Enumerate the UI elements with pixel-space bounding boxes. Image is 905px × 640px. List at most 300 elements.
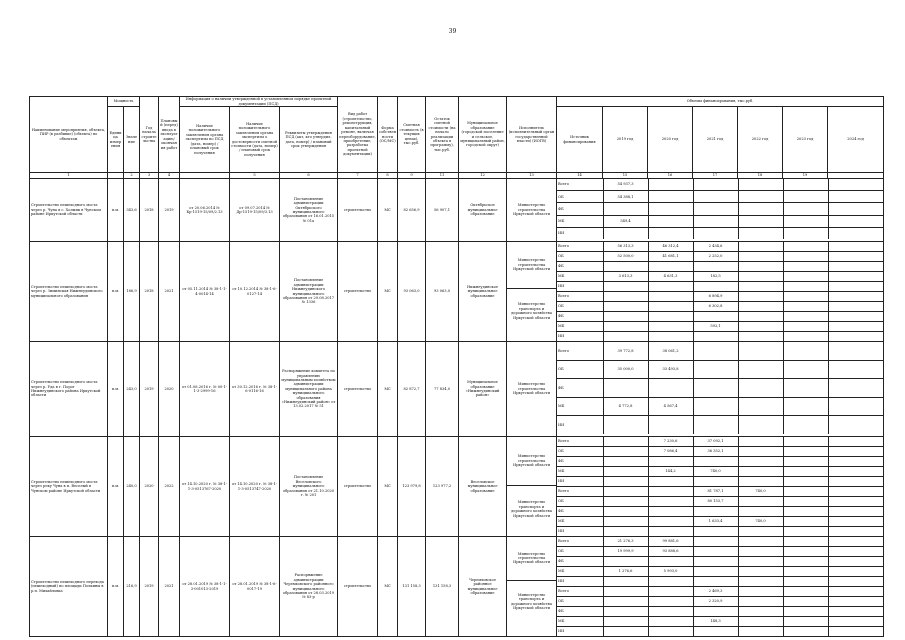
funding-source: Всего xyxy=(557,487,603,497)
funding-amount xyxy=(648,292,693,302)
funding-amount xyxy=(693,179,738,191)
object-name: Строительство пешеходного перехода (пешеходный) по площади Полкины в р.п. Михайловка xyxy=(30,537,108,637)
funding-amount xyxy=(693,577,738,587)
funding-line xyxy=(557,416,884,434)
funding-amount xyxy=(828,487,884,497)
funding-line xyxy=(557,272,884,282)
executor-ministry: Министерство строительства Иркутской области xyxy=(507,537,556,581)
funding-amount xyxy=(693,457,738,467)
funding-amount xyxy=(738,567,783,577)
header-capacity: Мощность xyxy=(108,97,140,107)
funding-amount xyxy=(603,302,648,312)
funding-source: Всего xyxy=(557,437,603,447)
funding-amount xyxy=(648,557,693,567)
executor-list xyxy=(507,537,556,623)
funding-source: ИИ xyxy=(557,577,603,587)
header-approval: Реквизиты утверждения ПСД (акт, кто утвердил, дата, номер) / плановый срок утверждения xyxy=(280,107,338,173)
funding-amount xyxy=(693,342,738,360)
funding-line xyxy=(557,627,884,637)
funding-amount xyxy=(783,587,828,597)
funding-amount xyxy=(738,360,783,379)
header-year-end: Плановый (перед) ввода в эксплуатацию/окончания работ xyxy=(159,97,180,173)
funding-amount xyxy=(603,203,648,215)
funding-amount: 2 434,6 xyxy=(693,242,738,252)
funding-line xyxy=(557,527,884,537)
funding-amount xyxy=(693,332,738,342)
funding-amount xyxy=(828,587,884,597)
funding-amount xyxy=(738,587,783,597)
funding-source: ИИ xyxy=(557,332,603,342)
funding-amount: 144,2 xyxy=(648,467,693,477)
funding-amount xyxy=(828,467,884,477)
expertise-cost: от 10.12.2014 № 38-1-6-0127-14 xyxy=(230,242,280,342)
header-year-start: Год начала строительства xyxy=(140,97,159,173)
year-end: 2019 xyxy=(159,179,180,242)
funding-amount: 1 276,6 xyxy=(603,567,648,577)
funding-amount xyxy=(828,332,884,342)
estimate-cost: 82 872,7 xyxy=(398,342,426,437)
funding-amount xyxy=(738,332,783,342)
work-type: строительство xyxy=(338,437,378,537)
funding-amount xyxy=(783,447,828,457)
funding-amount: 7 086,4 xyxy=(648,447,693,457)
funding-line xyxy=(557,322,884,332)
funding-line xyxy=(557,360,884,379)
funding-source: Всего xyxy=(557,242,603,252)
funding-line xyxy=(557,302,884,312)
funding-amount xyxy=(828,607,884,617)
funding-amount xyxy=(828,272,884,282)
funding-amount xyxy=(603,227,648,239)
ownership: МС xyxy=(378,242,398,342)
header-year-2023: 2023 год xyxy=(783,107,828,173)
funding-amount xyxy=(828,342,884,360)
funding-amount xyxy=(603,332,648,342)
funding-amount xyxy=(783,467,828,477)
funding-amount xyxy=(828,457,884,467)
funding-amount xyxy=(693,191,738,203)
funding-line xyxy=(557,567,884,577)
header-unit: Единица измерения xyxy=(108,107,124,173)
column-number: 12 xyxy=(459,173,507,179)
funding-source: Всего xyxy=(557,179,603,191)
funding-amount xyxy=(603,577,648,587)
funding-amount xyxy=(693,312,738,322)
expertise-state: от 01.08.2016 г. № 00-1-1-3-2999-16 xyxy=(180,342,230,437)
funding-source: ФБ xyxy=(557,262,603,272)
funding-amount: 549,4 xyxy=(603,215,648,227)
funding-amount: 148,3 xyxy=(693,617,738,627)
funding-amount xyxy=(738,282,783,292)
estimate-cost: 93 063,0 xyxy=(398,242,426,342)
funding-source: ФБ xyxy=(557,557,603,567)
column-number: 14 xyxy=(557,173,603,179)
funding-amount xyxy=(603,507,648,517)
funding-amount xyxy=(828,397,884,416)
column-number: 15 xyxy=(603,173,648,179)
funding-line xyxy=(557,312,884,322)
funding-line xyxy=(557,537,884,547)
executor-list xyxy=(507,437,556,533)
year-end: 2020 xyxy=(159,342,180,437)
funding-line xyxy=(557,227,884,239)
funding-amount: 56 313,3 xyxy=(603,242,648,252)
header-expertise-cost: Наличие положительного заключения органа экспертизы о достоверности сметной стоимости (дата, номер) / плановый срок получения xyxy=(230,107,280,173)
remaining-cost: 56 907,1 xyxy=(426,179,459,242)
header-work-type: Вид работ (строительство, реконструкция, капитальный ремонт, включая переоборудование, приобретение, разработка проектной документации) xyxy=(338,97,378,173)
funding-line xyxy=(557,607,884,617)
funding-amount xyxy=(648,322,693,332)
funding-line xyxy=(557,262,884,272)
capacity-value: 343,6 xyxy=(124,179,140,242)
funding-amount xyxy=(783,215,828,227)
funding-amount: 740,0 xyxy=(738,487,783,497)
funding-amount xyxy=(693,262,738,272)
funding-amount xyxy=(603,282,648,292)
table-row xyxy=(30,179,884,242)
funding-amount: 33 493,8 xyxy=(648,360,693,379)
funding-amount xyxy=(738,302,783,312)
funding-amount xyxy=(603,597,648,607)
funding-line xyxy=(557,497,884,507)
header-estimate: Сметная стоимость (в текущих ценах), тыс.руб. xyxy=(398,97,426,173)
funding-amount xyxy=(648,577,693,587)
municipality: Черемховское районное муниципальное образование xyxy=(459,537,507,637)
funding-amount xyxy=(603,587,648,597)
funding-amount xyxy=(648,379,693,398)
funding-amount xyxy=(738,537,783,547)
funding-amount xyxy=(648,627,693,637)
funding-amount xyxy=(603,617,648,627)
year-start: 2018 xyxy=(140,242,159,342)
funding-amount xyxy=(783,457,828,467)
ownership: МС xyxy=(378,437,398,537)
funding-amount xyxy=(783,477,828,487)
funding-line xyxy=(557,342,884,360)
work-type: строительство xyxy=(338,342,378,437)
expertise-state: от 28.01.2019 № 38-1-1-3-001013-2019 xyxy=(180,537,230,637)
funding-amount xyxy=(738,467,783,477)
header-source: Источник финансирования xyxy=(557,107,603,173)
funding-amount xyxy=(828,252,884,262)
capacity-value: 240,0 xyxy=(124,437,140,537)
funding-amount xyxy=(828,537,884,547)
funding-amount xyxy=(783,517,828,527)
funding-amount: 592,1 xyxy=(693,322,738,332)
funding-source: МБ xyxy=(557,322,603,332)
year-end: 2022 xyxy=(159,437,180,537)
funding-amount xyxy=(738,191,783,203)
object-name: Строительство пешеходного моста через р. Чуна в с. Холмик в Чунском районе Иркутской области xyxy=(30,179,108,242)
funding-amount xyxy=(738,457,783,467)
year-start: 2020 xyxy=(140,437,159,537)
funding-amount xyxy=(783,227,828,239)
funding-amount xyxy=(738,437,783,447)
funding-amount xyxy=(648,477,693,487)
funding-amount xyxy=(828,517,884,527)
expertise-cost: от 30.12.2016 г. № 38-1-6-0116-16 xyxy=(230,342,280,437)
funding-amount xyxy=(783,191,828,203)
funding-amount xyxy=(648,262,693,272)
funding-amount xyxy=(828,627,884,637)
funding-amount xyxy=(738,627,783,637)
funding-amount xyxy=(783,577,828,587)
header-municipality: Муниципальное образование (городской поселение и сельское, муниципальный район, городской округ) xyxy=(459,97,507,173)
funding-amount xyxy=(783,332,828,342)
funding-amount xyxy=(693,282,738,292)
funding-source: МБ xyxy=(557,467,603,477)
estimate-cost: 131 158,3 xyxy=(398,537,426,637)
funding-amount: 182,5 xyxy=(693,272,738,282)
funding-amount xyxy=(738,379,783,398)
funding-amount xyxy=(603,607,648,617)
funding-subtable xyxy=(557,537,884,636)
funding-amount xyxy=(828,282,884,292)
funding-line xyxy=(557,587,884,597)
funding-amount xyxy=(828,416,884,434)
work-type: строительство xyxy=(338,537,378,637)
funding-amount xyxy=(603,627,648,637)
funding-amount xyxy=(603,416,648,434)
executor-ministry: Министерство строительства Иркутской области xyxy=(507,242,556,289)
funding-amount xyxy=(828,292,884,302)
funding-amount xyxy=(738,215,783,227)
funding-line xyxy=(557,617,884,627)
funding-amount xyxy=(783,360,828,379)
funding-amount xyxy=(648,191,693,203)
funding-amount xyxy=(648,497,693,507)
funding-source: ОБ xyxy=(557,597,603,607)
funding-source: ОБ xyxy=(557,447,603,457)
funding-amount xyxy=(828,577,884,587)
funding-line xyxy=(557,447,884,457)
executor-list xyxy=(507,342,556,436)
funding-source: МБ xyxy=(557,215,603,227)
capacity-unit: п.м. xyxy=(108,179,124,242)
work-type: строительство xyxy=(338,242,378,342)
column-number: 11 xyxy=(426,173,459,179)
header-ownership: Форма собственности (ОС/МС) xyxy=(378,97,398,173)
year-end: 2021 xyxy=(159,537,180,637)
funding-source: ОБ xyxy=(557,547,603,557)
funding-amount xyxy=(738,547,783,557)
funding-amount xyxy=(828,547,884,557)
funding-source: ОБ xyxy=(557,497,603,507)
funding-line xyxy=(557,437,884,447)
funding-amount xyxy=(693,215,738,227)
funding-amount xyxy=(603,497,648,507)
funding-source: ОБ xyxy=(557,302,603,312)
funding-line xyxy=(557,215,884,227)
funding-amount: 54 937,3 xyxy=(603,179,648,191)
funding-amount xyxy=(648,517,693,527)
funding-amount xyxy=(828,497,884,507)
funding-amount xyxy=(648,179,693,191)
funding-source: Всего xyxy=(557,292,603,302)
funding-amount xyxy=(783,617,828,627)
approval-details: Распоряжение администрации Черемховского районного муниципального образования от 28.03.2019 № 83-р xyxy=(280,537,338,637)
funding-amount xyxy=(783,292,828,302)
capacity-unit: п.м. xyxy=(108,342,124,437)
remaining-cost: 123 977,2 xyxy=(426,437,459,537)
executor-list xyxy=(507,242,556,334)
funding-amount xyxy=(828,507,884,517)
financing-table xyxy=(29,96,884,637)
funding-amount xyxy=(603,447,648,457)
expertise-state: от 05.11.2014 № 38-1-1-4-0014-14 xyxy=(180,242,230,342)
funding-amount xyxy=(603,312,648,322)
funding-source: ОБ xyxy=(557,191,603,203)
funding-amount: 80 153,7 xyxy=(693,497,738,507)
funding-amount xyxy=(738,416,783,434)
header-year-2020: 2020 год xyxy=(648,107,693,173)
executor-ministry: Министерство транспорта и дорожного хозяйства Иркутской области xyxy=(511,592,552,611)
funding-amount xyxy=(648,215,693,227)
executor-cell xyxy=(507,179,557,242)
object-name: Строительство пешеходного моста через р. Зиминская Нижнеудинского муниципального образования xyxy=(30,242,108,342)
funding-amount xyxy=(693,227,738,239)
executor-ministry: Министерство строительства Иркутской области xyxy=(513,382,550,396)
funding-line xyxy=(557,282,884,292)
funding-amount xyxy=(828,242,884,252)
funding-amount: 38 061,2 xyxy=(648,342,693,360)
funding-amount xyxy=(738,227,783,239)
table-row xyxy=(30,342,884,437)
column-number: 5 xyxy=(230,173,280,179)
funding-amount xyxy=(648,312,693,322)
funding-line xyxy=(557,547,884,557)
funding-amount xyxy=(783,487,828,497)
funding-amount xyxy=(828,203,884,215)
funding-amount xyxy=(828,262,884,272)
funding-amount xyxy=(738,497,783,507)
funding-line xyxy=(557,379,884,398)
funding-cell xyxy=(557,242,884,342)
funding-amount: 36 352,1 xyxy=(693,447,738,457)
table-row xyxy=(30,537,884,637)
funding-cell xyxy=(557,437,884,537)
funding-amount: 93 888,6 xyxy=(648,547,693,557)
funding-amount: 2 252,0 xyxy=(693,252,738,262)
funding-amount: 7 230,6 xyxy=(648,437,693,447)
ownership: МС xyxy=(378,179,398,242)
funding-amount xyxy=(738,477,783,487)
funding-amount xyxy=(828,360,884,379)
funding-amount xyxy=(648,587,693,597)
funding-amount xyxy=(738,342,783,360)
funding-source: ОБ xyxy=(557,360,603,379)
funding-amount xyxy=(693,607,738,617)
funding-amount xyxy=(603,517,648,527)
funding-subtable xyxy=(557,242,884,341)
year-end: 2021 xyxy=(159,242,180,342)
funding-amount: 4 631,3 xyxy=(648,272,693,282)
header-funding-group: Объемы финансирования, тыс.руб. xyxy=(557,97,884,107)
funding-amount xyxy=(738,397,783,416)
funding-line xyxy=(557,477,884,487)
funding-source: Всего xyxy=(557,342,603,360)
funding-line xyxy=(557,242,884,252)
funding-amount xyxy=(783,547,828,557)
funding-amount xyxy=(648,527,693,537)
municipality: Октябрьское муниципальное образование xyxy=(459,179,507,242)
funding-source: МБ xyxy=(557,517,603,527)
funding-amount xyxy=(828,312,884,322)
column-number: 3 xyxy=(140,173,159,179)
municipality: Нижнеудинское муниципальное образование xyxy=(459,242,507,342)
funding-amount xyxy=(603,322,648,332)
header-remaining: Остаток сметной стоимости (на начало реализации объекта в программу), тыс.руб. xyxy=(426,97,459,173)
column-number: 7 xyxy=(338,173,378,179)
funding-amount xyxy=(828,567,884,577)
executor-ministry: Министерство транспорта и дорожного хозяйства Иркутской области xyxy=(511,302,552,320)
funding-amount: 3 613,3 xyxy=(603,272,648,282)
funding-amount xyxy=(783,397,828,416)
funding-amount xyxy=(603,557,648,567)
funding-amount xyxy=(603,487,648,497)
approval-details: Постановление администрации Октябрьского муниципального образования от 16.01.2015 № 01а xyxy=(280,179,338,242)
funding-amount xyxy=(738,607,783,617)
funding-amount xyxy=(693,547,738,557)
funding-amount xyxy=(828,379,884,398)
funding-source: ФБ xyxy=(557,607,603,617)
funding-line xyxy=(557,457,884,467)
table-row xyxy=(30,437,884,537)
header-year-2021: 2021 год xyxy=(693,107,738,173)
funding-amount: 4 567,4 xyxy=(648,397,693,416)
funding-amount xyxy=(693,360,738,379)
funding-source: МБ xyxy=(557,567,603,577)
funding-amount: 52 500,0 xyxy=(603,252,648,262)
approval-details: Распоряжение комитета по управлению муниципальным хозяйством администрации муниципального района муниципального образования «Нижнеудинский район» от 13.02.2017 № 51 xyxy=(280,342,338,437)
column-number: 1 xyxy=(30,173,108,179)
header-expertise-state: Наличие положительного заключения органа экспертизы по ПСД (дата, номер) / плановый срок получения xyxy=(180,107,230,173)
capacity-unit: п.м. xyxy=(108,437,124,537)
header-year-2022: 2022 год xyxy=(738,107,783,173)
funding-subtable xyxy=(557,437,884,536)
funding-amount xyxy=(738,507,783,517)
executor-cell xyxy=(507,342,557,437)
year-start: 2018 xyxy=(140,179,159,242)
funding-amount xyxy=(783,379,828,398)
funding-amount: 5 993,0 xyxy=(648,567,693,577)
header-executor: Исполнитель (исполнительный орган государственной власти) (ИОГВ) xyxy=(507,97,557,173)
funding-amount xyxy=(783,567,828,577)
funding-source: ФБ xyxy=(557,457,603,467)
funding-line xyxy=(557,203,884,215)
funding-subtable xyxy=(557,342,884,434)
object-name: Строительство пешеходного моста через реку Чуна в п. Веселый в Чунском районе Иркутской области xyxy=(30,437,108,537)
funding-amount xyxy=(738,597,783,607)
funding-amount: 46 312,4 xyxy=(648,242,693,252)
executor-ministry: Министерство транспорта и дорожного хозяйства Иркутской области xyxy=(511,500,552,518)
funding-amount xyxy=(648,282,693,292)
ownership: МС xyxy=(378,342,398,437)
funding-amount: 35 000,0 xyxy=(603,360,648,379)
funding-amount xyxy=(693,627,738,637)
approval-details: Постановление администрации Нижнеудинского муниципального образования от 29.08.2017 № 1336 xyxy=(280,242,338,342)
funding-amount xyxy=(693,557,738,567)
funding-amount xyxy=(648,507,693,517)
funding-source: ФБ xyxy=(557,379,603,398)
funding-source: Всего xyxy=(557,537,603,547)
estimate-cost: 123 979,8 xyxy=(398,437,426,537)
funding-amount xyxy=(783,497,828,507)
remaining-cost: 77 834,0 xyxy=(426,342,459,437)
column-number: 2 xyxy=(124,173,140,179)
funding-cell xyxy=(557,179,884,242)
funding-source: МБ xyxy=(557,272,603,282)
